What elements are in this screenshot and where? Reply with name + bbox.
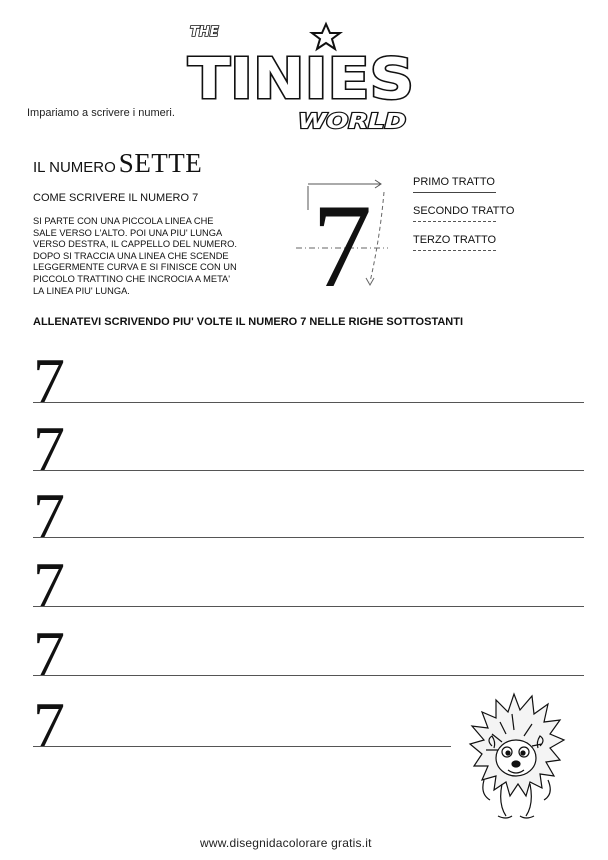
writing-line[interactable] (33, 606, 584, 607)
number-title-label: IL NUMERO (33, 159, 116, 176)
writing-line[interactable] (33, 746, 451, 747)
writing-line[interactable] (33, 470, 584, 471)
stroke-label-first: PRIMO TRATTO (413, 176, 495, 188)
practice-row-digit (33, 694, 67, 750)
practice-digit-glyph: 7 (33, 485, 65, 541)
practice-title: ALLENATEVI SCRIVENDO PIU' VOLTE IL NUMERO 7 NELLE RIGHE SOTTOSTANTI (33, 316, 464, 328)
hedgehog-mascot-illustration (462, 684, 572, 824)
descending-stroke-guide (370, 192, 384, 282)
practice-digit-glyph: 7 (33, 418, 65, 474)
practice-row (33, 418, 584, 478)
stroke-sample-second (413, 221, 496, 222)
stroke-sample-third (413, 250, 496, 251)
instructions-text: SI PARTE CON UNA PICCOLA LINEA CHE SALE VERSO L'ALTO. POI UNA PIU' LUNGA VERSO DESTRA, IL CAPPELLO DEL NUMERO. DOPO SI TRACCIA UNA LINEA CHE SCENDE LEGGERMENTE CURVA E SI FINISCE CON UN PICCOLO TRATTINO CHE INCROCIA A META' LA LINEA PIU' LUNGA. (33, 216, 237, 296)
how-to-title: COME SCRIVERE IL NUMERO 7 (33, 192, 199, 204)
stroke-item-second (413, 201, 533, 230)
stroke-item-first (413, 172, 533, 201)
practice-row (33, 485, 584, 545)
practice-digit-glyph: 7 (33, 554, 65, 610)
practice-row-digit (33, 350, 67, 406)
logo-main-text: TINIES (188, 47, 414, 112)
stroke-label-third: TERZO TRATTO (413, 234, 497, 246)
demo-seven-diagram (292, 178, 397, 290)
demo-digit: 7 (312, 179, 372, 290)
writing-line[interactable] (33, 537, 584, 538)
number-title (33, 148, 202, 179)
practice-digit-glyph: 7 (33, 623, 65, 679)
stroke-sample-first (413, 192, 496, 193)
practice-row-digit (33, 554, 67, 610)
practice-row (33, 623, 584, 683)
writing-line[interactable] (33, 675, 584, 676)
stroke-label-second: SECONDO TRATTO (413, 205, 515, 217)
practice-row-digit (33, 623, 67, 679)
practice-row (33, 350, 584, 410)
logo-the-text: THE (190, 25, 219, 40)
practice-row-digit (33, 418, 67, 474)
practice-row-digit (33, 485, 67, 541)
footer-website: www.disegnidacolorare gratis.it (200, 836, 372, 850)
stroke-legend (413, 172, 533, 259)
stroke-item-third (413, 230, 533, 259)
tinies-world-logo (186, 18, 422, 134)
logo-world-text: WORLD (298, 109, 406, 133)
number-title-name: SETTE (118, 148, 203, 178)
practice-digit-glyph: 7 (33, 694, 65, 750)
practice-digit-glyph: 7 (33, 350, 65, 406)
practice-row (33, 694, 451, 754)
practice-row (33, 554, 584, 614)
star-icon (312, 24, 340, 49)
intro-text: Impariamo a scrivere i numeri. (27, 107, 175, 119)
writing-line[interactable] (33, 402, 584, 403)
